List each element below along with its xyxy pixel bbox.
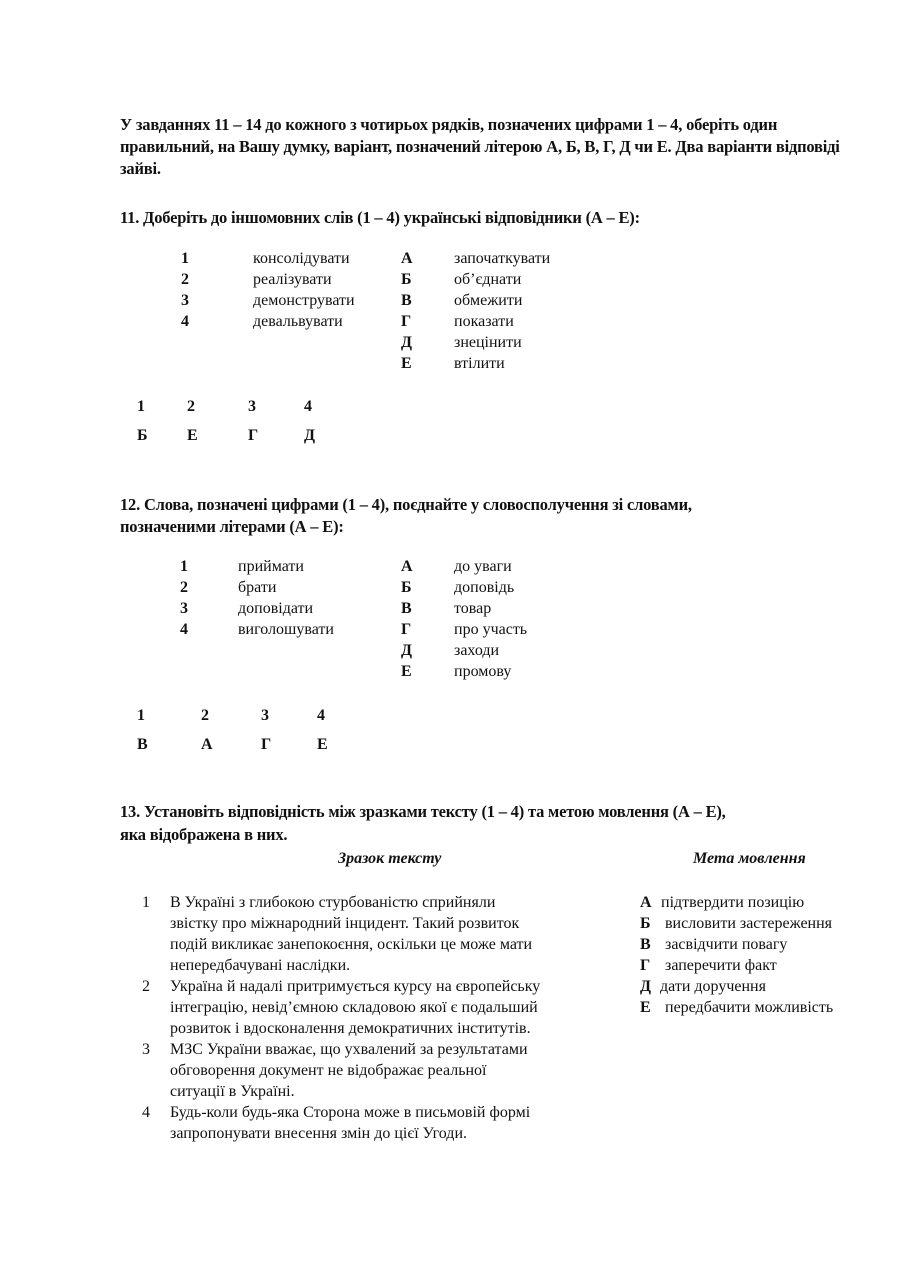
item-word: промову xyxy=(454,663,512,680)
item-word: брати xyxy=(238,579,277,596)
q11-title: 11. Доберіть до іншомовних слів (1 – 4) українські відповідники (А – Е): xyxy=(120,208,640,227)
q11-right-item xyxy=(401,332,601,353)
q11-right-item xyxy=(401,269,601,290)
answer-number: 4 xyxy=(304,398,312,415)
item-word: приймати xyxy=(238,558,304,575)
q12-right-item xyxy=(401,556,601,577)
sample-line: запропонувати внесення змін до цієї Угоди. xyxy=(170,1125,467,1142)
sample-line: подій викликає занепокоєння, оскільки це може мати xyxy=(170,936,533,953)
goal-letter: Г xyxy=(640,957,651,974)
goal-text: засвідчити повагу xyxy=(665,936,788,953)
goal-letter: Е xyxy=(640,999,651,1016)
answer-letter: Е xyxy=(317,736,328,753)
instructions-intro: У завданнях 11 – 14 до кожного з чотирьох рядків, позначених цифрами 1 – 4, оберіть один правильний, на Вашу думку, варіант, позначений літерою А, Б, В, Г, Д чи Е. Два варіанти відповіді зайві. xyxy=(120,115,840,178)
q11-right-item xyxy=(401,248,601,269)
item-letter: Б xyxy=(401,579,412,596)
text-sample xyxy=(142,1039,612,1102)
goal-text: заперечити факт xyxy=(665,957,777,974)
q12-right-item xyxy=(401,619,601,640)
item-letter: Г xyxy=(401,313,412,330)
goal-text: передбачити можливість xyxy=(665,999,834,1016)
speech-goal xyxy=(640,892,880,913)
item-word: реалізувати xyxy=(253,271,332,288)
item-letter: Б xyxy=(401,271,412,288)
item-number: 4 xyxy=(180,621,188,638)
item-word: втілити xyxy=(454,355,505,372)
item-letter: В xyxy=(401,292,412,309)
q13-samples-list xyxy=(142,892,612,1144)
item-number: 1 xyxy=(181,250,189,267)
sample-number: 2 xyxy=(142,978,150,995)
sample-line: МЗС України вважає, що ухвалений за результатами xyxy=(170,1041,528,1058)
item-letter: Д xyxy=(401,334,413,351)
text-sample xyxy=(142,892,612,976)
item-letter: Г xyxy=(401,621,412,638)
item-word: демонструвати xyxy=(253,292,355,309)
answer-letter: Д xyxy=(304,427,316,444)
sample-line: звістку про міжнародний інцидент. Такий розвиток xyxy=(170,915,520,932)
answer-number: 1 xyxy=(137,398,145,415)
sample-line: ситуації в Україні. xyxy=(170,1083,295,1100)
sample-line: Україна й надалі притримується курсу на європейську xyxy=(170,978,541,995)
sample-number: 1 xyxy=(142,894,150,911)
item-letter: А xyxy=(401,250,413,267)
q13-goals-list xyxy=(640,892,880,1018)
text-sample xyxy=(142,1102,612,1144)
item-number: 1 xyxy=(180,558,188,575)
item-word: знецінити xyxy=(454,334,522,351)
q12-right-item xyxy=(401,577,601,598)
item-letter: Е xyxy=(401,355,412,372)
speech-goal xyxy=(640,997,880,1018)
q13-title-line2: яка відображена в них. xyxy=(120,825,288,844)
item-word: заходи xyxy=(454,642,500,659)
sample-line: розвиток і вдосконалення демократичних інститутів. xyxy=(170,1020,531,1037)
speech-goal xyxy=(640,955,880,976)
column-heading-goals: Мета мовлення xyxy=(693,850,806,867)
sample-line: інтеграцію, невід’ємною складовою якої є подальший xyxy=(170,999,538,1016)
q12-right-item xyxy=(401,661,601,682)
item-word: товар xyxy=(454,600,492,617)
text-sample xyxy=(142,976,612,1039)
column-heading-samples: Зразок тексту xyxy=(338,850,442,867)
item-word: показати xyxy=(454,313,514,330)
item-word: об’єднати xyxy=(454,271,522,288)
item-number: 4 xyxy=(181,313,189,330)
answer-number: 4 xyxy=(317,707,325,724)
q12-title-line2: позначеними літерами (А – Е): xyxy=(120,517,344,536)
item-word: до уваги xyxy=(454,558,512,575)
sample-line: обговорення документ не відображає реальної xyxy=(170,1062,487,1079)
item-word: обмежити xyxy=(454,292,523,309)
item-letter: В xyxy=(401,600,412,617)
item-word: виголошувати xyxy=(238,621,334,638)
goal-letter: А xyxy=(640,894,652,911)
q11-right-item xyxy=(401,311,601,332)
item-word: започаткувати xyxy=(454,250,551,267)
sample-line: непередбачувані наслідки. xyxy=(170,957,351,974)
goal-letter: В xyxy=(640,936,651,953)
item-number: 2 xyxy=(181,271,189,288)
answer-letter: Г xyxy=(261,736,272,753)
q11-right-item xyxy=(401,290,601,311)
sample-line: В Україні з глибокою стурбованістю сприйняли xyxy=(170,894,496,911)
goal-text: висловити застереження xyxy=(665,915,833,932)
q12-right-list xyxy=(401,556,601,682)
speech-goal xyxy=(640,934,880,955)
answer-number: 2 xyxy=(187,398,195,415)
goal-letter: Д xyxy=(640,978,652,995)
answer-letter: Б xyxy=(137,427,148,444)
answer-letter: Г xyxy=(248,427,259,444)
item-word: доповідати xyxy=(238,600,314,617)
item-word: консолідувати xyxy=(253,250,350,267)
answer-number: 3 xyxy=(261,707,269,724)
goal-letter: Б xyxy=(640,915,651,932)
answer-number: 1 xyxy=(137,707,145,724)
answer-letter: Е xyxy=(187,427,198,444)
item-number: 2 xyxy=(180,579,188,596)
item-letter: Е xyxy=(401,663,412,680)
answer-number: 3 xyxy=(248,398,256,415)
goal-text: дати доручення xyxy=(660,978,766,995)
item-word: девальвувати xyxy=(253,313,343,330)
sample-line: Будь-коли будь-яка Сторона може в письмовій формі xyxy=(170,1104,531,1121)
answer-letter: В xyxy=(137,736,148,753)
sample-number: 4 xyxy=(142,1104,150,1121)
q12-title-line1: 12. Слова, позначені цифрами (1 – 4), поєднайте у словосполучення зі словами, xyxy=(120,495,692,514)
goal-text: підтвердити позицію xyxy=(661,894,805,911)
sample-number: 3 xyxy=(142,1041,150,1058)
q11-right-list xyxy=(401,248,601,374)
item-number: 3 xyxy=(180,600,188,617)
q11-right-item xyxy=(401,353,601,374)
item-letter: Д xyxy=(401,642,413,659)
speech-goal xyxy=(640,976,880,997)
q12-right-item xyxy=(401,640,601,661)
item-letter: А xyxy=(401,558,413,575)
answer-letter: А xyxy=(201,736,213,753)
speech-goal xyxy=(640,913,880,934)
item-word: доповідь xyxy=(454,579,515,596)
item-number: 3 xyxy=(181,292,189,309)
answer-number: 2 xyxy=(201,707,209,724)
q13-title-line1: 13. Установіть відповідність між зразками тексту (1 – 4) та метою мовлення (А – Е), xyxy=(120,802,726,821)
q12-right-item xyxy=(401,598,601,619)
item-word: про участь xyxy=(454,621,528,638)
